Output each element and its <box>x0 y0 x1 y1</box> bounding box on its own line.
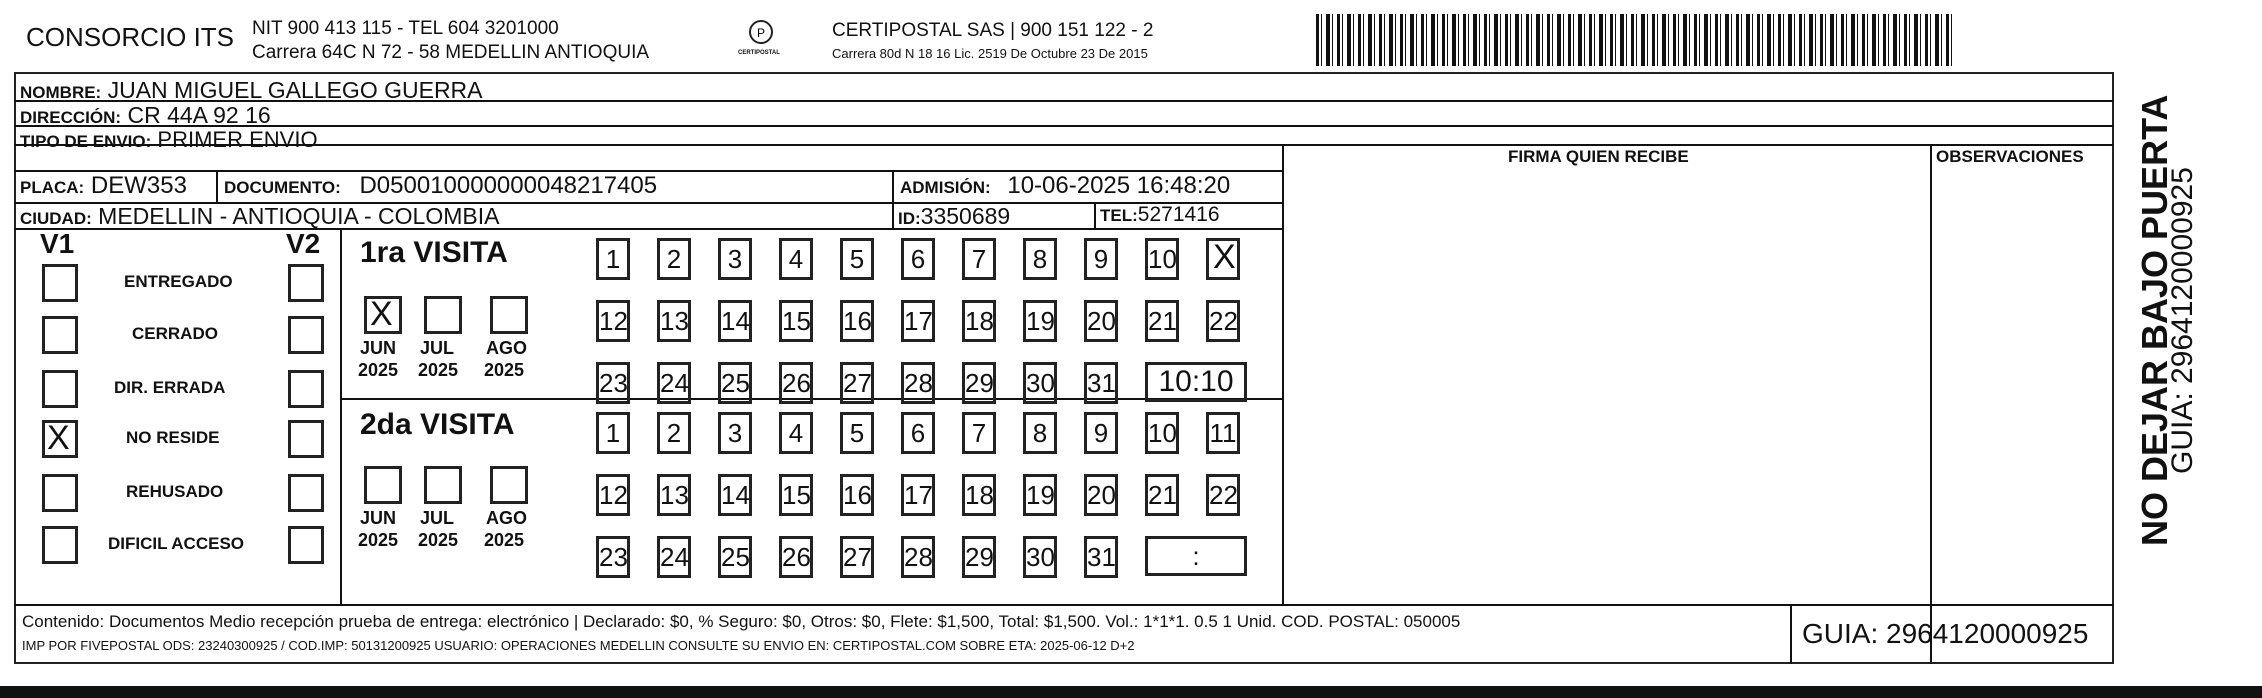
first-time-box[interactable]: 10:10 <box>1145 362 1247 402</box>
v2-label: V2 <box>286 228 321 259</box>
documento-row <box>224 172 657 200</box>
bottom-band <box>0 686 2262 698</box>
second-day-12[interactable]: 12 <box>596 474 630 516</box>
first-day-13[interactable]: 13 <box>657 300 691 342</box>
first-year-label: 2025 <box>418 360 459 380</box>
status-label: DIR. ERRADA <box>114 378 226 397</box>
contenido-text: Contenido: Documentos Medio recepción prueba de entrega: electrónico | Declarado: $0, % Seguro: $0, Otros: $0, Flete: $1,500, Total: $1,500. Vol.: 1*1*1. 0.5 1 Unid. COD. POSTAL: 050005 <box>22 612 1461 631</box>
v1-checkbox[interactable] <box>42 420 78 458</box>
v1-checkbox[interactable] <box>42 316 78 354</box>
first-year-label: 2025 <box>358 360 399 380</box>
v2-checkbox[interactable] <box>288 264 324 302</box>
second-day-18[interactable]: 18 <box>962 474 996 516</box>
second-day-11[interactable]: 11 <box>1206 412 1240 454</box>
direccion-label: DIRECCIÓN: <box>20 108 122 127</box>
second-day-7[interactable]: 7 <box>962 412 996 454</box>
v1-checkbox[interactable] <box>42 264 78 302</box>
tipo-value: PRIMER ENVIO <box>157 127 318 152</box>
first-visit-title: 1ra VISITA <box>360 236 508 269</box>
company-name: CONSORCIO ITS <box>26 22 235 52</box>
id-row <box>898 203 1010 230</box>
second-day-23[interactable]: 23 <box>596 536 630 578</box>
second-year-label: 2025 <box>358 530 399 550</box>
second-month-checkbox[interactable] <box>364 466 402 504</box>
second-day-31[interactable]: 31 <box>1084 536 1118 578</box>
ciudad-value: MEDELLIN - ANTIOQUIA - COLOMBIA <box>98 203 500 229</box>
first-day-26[interactable]: 26 <box>779 362 813 404</box>
tel-row <box>1100 203 1220 227</box>
v1-checkbox[interactable] <box>42 370 78 408</box>
second-time-box[interactable]: : <box>1145 536 1247 576</box>
side-guia: GUIA: 2964120000925 <box>2166 167 2199 474</box>
second-day-28[interactable]: 28 <box>901 536 935 578</box>
second-day-14[interactable]: 14 <box>718 474 752 516</box>
first-day-4[interactable]: 4 <box>779 238 813 280</box>
tel-value: 5271416 <box>1137 203 1220 226</box>
day-mark: X <box>1213 238 1236 276</box>
second-day-3[interactable]: 3 <box>718 412 752 454</box>
second-day-26[interactable]: 26 <box>779 536 813 578</box>
second-month-label: JUL <box>420 508 455 528</box>
first-day-21[interactable]: 21 <box>1145 300 1179 342</box>
v2-checkbox[interactable] <box>288 316 324 354</box>
footer-guia: GUIA: 2964120000925 <box>1802 618 2089 649</box>
second-day-10[interactable]: 10 <box>1145 412 1179 454</box>
certipostal-logo-icon <box>736 16 786 66</box>
status-label: ENTREGADO <box>124 272 233 291</box>
ciudad-row <box>20 203 499 230</box>
placa-label: PLACA: <box>20 178 85 197</box>
placa-row <box>20 172 187 200</box>
first-day-24[interactable]: 24 <box>657 362 691 404</box>
second-day-13[interactable]: 13 <box>657 474 691 516</box>
second-month-checkbox[interactable] <box>490 466 528 504</box>
first-month-checkbox[interactable] <box>364 296 402 334</box>
second-day-17[interactable]: 17 <box>901 474 935 516</box>
second-day-6[interactable]: 6 <box>901 412 935 454</box>
company-nit: NIT 900 413 115 - TEL 604 3201000 <box>252 18 559 39</box>
first-day-12[interactable]: 12 <box>596 300 630 342</box>
status-label: REHUSADO <box>126 482 224 501</box>
v2-checkbox[interactable] <box>288 526 324 564</box>
first-day-10[interactable]: 10 <box>1145 238 1179 280</box>
placa-value: DEW353 <box>90 172 187 199</box>
nombre-value: JUAN MIGUEL GALLEGO GUERRA <box>107 77 483 103</box>
first-day-20[interactable]: 20 <box>1084 300 1118 342</box>
observaciones-label: OBSERVACIONES <box>1936 147 2084 166</box>
admision-label: ADMISIÓN: <box>900 178 991 197</box>
first-month-label: JUN <box>360 338 397 358</box>
first-day-16[interactable]: 16 <box>840 300 874 342</box>
nombre-row <box>20 77 483 104</box>
second-day-4[interactable]: 4 <box>779 412 813 454</box>
first-day-1[interactable]: 1 <box>596 238 630 280</box>
second-day-15[interactable]: 15 <box>779 474 813 516</box>
first-day-14[interactable]: 14 <box>718 300 752 342</box>
first-day-22[interactable]: 22 <box>1206 300 1240 342</box>
documento-value: D050010000000048217405 <box>359 172 658 199</box>
v1-mark: X <box>47 419 70 457</box>
company-address: Carrera 64C N 72 - 58 MEDELLIN ANTIOQUIA <box>252 42 650 63</box>
tel-label: TEL: <box>1100 206 1138 225</box>
firma-label: FIRMA QUIEN RECIBE <box>1508 147 1689 166</box>
v1-label: V1 <box>40 228 75 259</box>
second-day-24[interactable]: 24 <box>657 536 691 578</box>
v1-checkbox[interactable] <box>42 526 78 564</box>
second-day-8[interactable]: 8 <box>1023 412 1057 454</box>
first-day-23[interactable]: 23 <box>596 362 630 404</box>
admision-value: 10-06-2025 16:48:20 <box>1007 172 1231 199</box>
first-month-checkbox[interactable] <box>424 296 462 334</box>
second-month-label: AGO <box>486 508 528 528</box>
first-day-6[interactable]: 6 <box>901 238 935 280</box>
second-visit-title: 2da VISITA <box>360 408 515 441</box>
imp-text: IMP POR FIVEPOSTAL ODS: 23240300925 / COD.IMP: 50131200925 USUARIO: OPERACIONES MEDELLIN CONSULTE SU ENVIO EN: CERTIPOSTAL.COM SOBRE ETA: 2025-06-12 D+2 <box>22 638 1135 653</box>
first-day-27[interactable]: 27 <box>840 362 874 404</box>
status-label: NO RESIDE <box>126 428 220 447</box>
second-day-20[interactable]: 20 <box>1084 474 1118 516</box>
second-month-checkbox[interactable] <box>424 466 462 504</box>
first-day-11[interactable] <box>1206 238 1240 280</box>
second-day-9[interactable]: 9 <box>1084 412 1118 454</box>
first-month-checkbox[interactable] <box>490 296 528 334</box>
status-label: DIFICIL ACCESO <box>108 534 245 553</box>
first-day-3[interactable]: 3 <box>718 238 752 280</box>
documento-label: DOCUMENTO: <box>224 178 341 197</box>
second-day-5[interactable]: 5 <box>840 412 874 454</box>
first-day-28[interactable]: 28 <box>901 362 935 404</box>
first-day-7[interactable]: 7 <box>962 238 996 280</box>
v2-checkbox[interactable] <box>288 420 324 458</box>
first-year-label: 2025 <box>484 360 525 380</box>
v2-checkbox[interactable] <box>288 474 324 512</box>
svg-text:P: P <box>756 26 766 40</box>
tipo-row <box>20 127 318 153</box>
direccion-value: CR 44A 92 16 <box>127 102 271 128</box>
first-day-31[interactable]: 31 <box>1084 362 1118 404</box>
first-day-9[interactable]: 9 <box>1084 238 1118 280</box>
second-day-27[interactable]: 27 <box>840 536 874 578</box>
second-day-29[interactable]: 29 <box>962 536 996 578</box>
first-day-17[interactable]: 17 <box>901 300 935 342</box>
second-day-2[interactable]: 2 <box>657 412 691 454</box>
first-month-label: AGO <box>486 338 528 358</box>
second-day-25[interactable]: 25 <box>718 536 752 578</box>
first-day-2[interactable]: 2 <box>657 238 691 280</box>
nombre-label: NOMBRE: <box>20 83 102 102</box>
v2-checkbox[interactable] <box>288 370 324 408</box>
carrier-name: CERTIPOSTAL SAS | 900 151 122 - 2 <box>832 20 1154 41</box>
direccion-row <box>20 102 271 129</box>
second-year-label: 2025 <box>418 530 459 550</box>
second-day-21[interactable]: 21 <box>1145 474 1179 516</box>
first-day-8[interactable]: 8 <box>1023 238 1057 280</box>
first-day-25[interactable]: 25 <box>718 362 752 404</box>
first-month-label: JUL <box>420 338 455 358</box>
id-label: ID: <box>898 209 921 228</box>
first-day-15[interactable]: 15 <box>779 300 813 342</box>
tipo-label: TIPO DE ENVIO: <box>20 132 152 151</box>
barcode <box>1316 14 1954 66</box>
id-value: 3350689 <box>920 203 1011 229</box>
status-label: CERRADO <box>132 324 218 343</box>
side-warning: NO DEJAR BAJO PUERTA <box>2134 94 2175 546</box>
carrier-address: Carrera 80d N 18 16 Lic. 2519 De Octubre 23 De 2015 <box>832 46 1148 61</box>
logo-text: CERTIPOSTAL <box>738 50 780 56</box>
first-day-5[interactable]: 5 <box>840 238 874 280</box>
month-mark: X <box>370 295 393 333</box>
second-day-16[interactable]: 16 <box>840 474 874 516</box>
admision-row <box>900 172 1230 200</box>
ciudad-label: CIUDAD: <box>20 209 92 228</box>
first-day-29[interactable]: 29 <box>962 362 996 404</box>
v1-checkbox[interactable] <box>42 474 78 512</box>
label-frame <box>14 72 2114 664</box>
first-day-19[interactable]: 19 <box>1023 300 1057 342</box>
first-day-30[interactable]: 30 <box>1023 362 1057 404</box>
second-day-1[interactable]: 1 <box>596 412 630 454</box>
second-month-label: JUN <box>360 508 397 528</box>
second-day-19[interactable]: 19 <box>1023 474 1057 516</box>
second-year-label: 2025 <box>484 530 525 550</box>
second-day-22[interactable]: 22 <box>1206 474 1240 516</box>
first-day-18[interactable]: 18 <box>962 300 996 342</box>
second-day-30[interactable]: 30 <box>1023 536 1057 578</box>
